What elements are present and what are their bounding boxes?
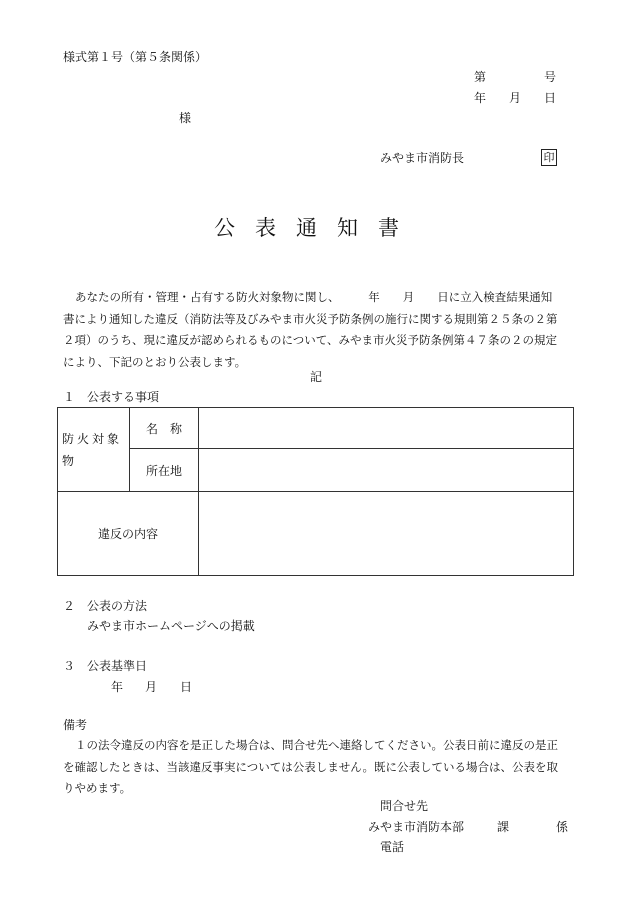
remarks-line: １の法令違反の内容を是正した場合は、問合せ先へ連絡してください。公表日前に違反の是正 [75, 738, 558, 752]
paragraph-line: ２項）のうち、現に違反が認められるものについて、みやま市火災予防条例第４７条の２の規定 [63, 333, 558, 347]
contact-subsection: 係 [556, 820, 569, 834]
violation-value-cell[interactable] [199, 492, 574, 576]
number-label-dai: 第 [474, 70, 487, 84]
notice-paragraph [63, 287, 575, 373]
remarks-line: を確認したときは、当該違反事実については公表しません。既に公表している場合は、公表を取 [63, 759, 558, 774]
fire-target-label-cell [58, 408, 130, 492]
number-label-go: 号 [544, 70, 557, 84]
addressee-suffix: 様 [179, 111, 192, 125]
date-day-label: 日 [544, 91, 557, 105]
violation-label-cell [58, 492, 199, 576]
document-title: 公表通知書 [214, 216, 419, 240]
paragraph-line: により、下記のとおり公表します。 [63, 354, 247, 369]
disclosure-table [57, 407, 574, 576]
name-value-cell[interactable] [199, 408, 574, 449]
location-value-cell[interactable] [199, 449, 574, 492]
section2-content: みやま市ホームページへの掲載 [87, 619, 255, 633]
contact-section: 課 [497, 820, 510, 834]
paragraph-line: あなたの所有・管理・占有する防火対象物に関し、 年 月 日に立入検査結果通知 [75, 290, 553, 304]
section3-heading: ３ 公表基準日 [63, 659, 148, 673]
location-label: 所在地 [145, 463, 182, 478]
contact-label: 問合せ先 [380, 799, 429, 813]
name-label-cell [130, 408, 199, 449]
date-month-label: 月 [509, 91, 522, 105]
remarks-heading: 備考 [63, 718, 88, 732]
section1-heading: １ 公表する事項 [63, 390, 160, 404]
date-year-label: 年 [474, 91, 487, 105]
location-label-cell [130, 449, 199, 492]
base-date-year: 年 [111, 680, 124, 694]
section2-heading: ２ 公表の方法 [63, 599, 148, 613]
form-number: 様式第１号（第５条関係） [63, 50, 208, 64]
seal-mark: 印 [541, 149, 557, 166]
base-date-month: 月 [145, 680, 158, 694]
paragraph-line: 書により通知した違反（消防法等及びみやま市火災予防条例の施行に関する規則第２５条の２第 [63, 311, 558, 326]
ki-label: 記 [310, 370, 323, 384]
fire-target-label: 防火対象物 [62, 431, 123, 468]
base-date-day: 日 [180, 680, 193, 694]
remarks-line: りやめます。 [63, 781, 132, 795]
contact-phone-label: 電話 [380, 840, 405, 854]
contact-department: みやま市消防本部 [368, 820, 465, 834]
remarks-paragraph [63, 735, 575, 800]
name-label: 名 称 [145, 421, 182, 436]
violation-label: 違反の内容 [97, 527, 158, 541]
sender-name: みやま市消防長 [380, 151, 465, 165]
